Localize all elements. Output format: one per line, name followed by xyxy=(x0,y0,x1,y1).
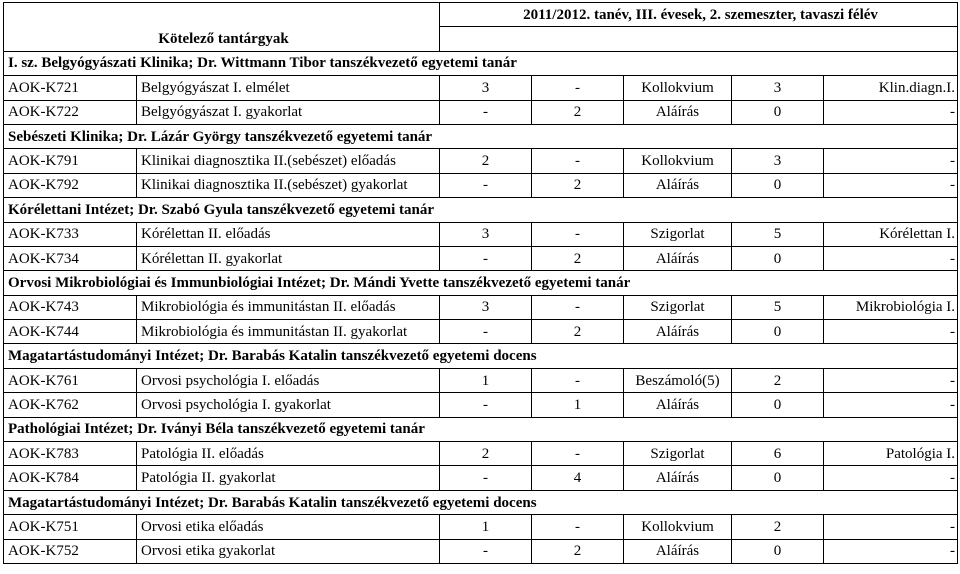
exam-type: Aláírás xyxy=(624,466,732,490)
lecture-hours: 1 xyxy=(440,368,532,392)
course-name: Klinikai diagnosztika II.(sebészet) előadás xyxy=(137,149,440,173)
course-row xyxy=(4,76,958,100)
credit-value: 3 xyxy=(732,149,824,173)
prerequisite: Patológia I. xyxy=(824,442,958,466)
practice-hours: 2 xyxy=(532,100,624,124)
course-row xyxy=(4,222,958,246)
lecture-hours: - xyxy=(440,100,532,124)
credit-value: 0 xyxy=(732,246,824,270)
course-code: AOK-K733 xyxy=(4,222,137,246)
prerequisite: - xyxy=(824,100,958,124)
course-row xyxy=(4,320,958,344)
exam-type: Szigorlat xyxy=(624,442,732,466)
header-blank-cell xyxy=(4,3,440,27)
course-row xyxy=(4,173,958,197)
course-row xyxy=(4,515,958,539)
course-name: Kórélettan II. gyakorlat xyxy=(137,246,440,270)
credit-value: 6 xyxy=(732,442,824,466)
department-heading: I. sz. Belgyógyászati Klinika; Dr. Wittmann Tibor tanszékvezető egyetemi tanár xyxy=(4,51,958,75)
exam-type: Aláírás xyxy=(624,246,732,270)
lecture-hours: - xyxy=(440,466,532,490)
course-code: AOK-K792 xyxy=(4,173,137,197)
credit-value: 0 xyxy=(732,100,824,124)
exam-type: Beszámoló(5) xyxy=(624,368,732,392)
credit-value: 2 xyxy=(732,515,824,539)
course-name: Klinikai diagnosztika II.(sebészet) gyakorlat xyxy=(137,173,440,197)
credit-value: 3 xyxy=(732,76,824,100)
course-row xyxy=(4,442,958,466)
course-code: AOK-K751 xyxy=(4,515,137,539)
lecture-hours: - xyxy=(440,173,532,197)
course-name: Patológia II. előadás xyxy=(137,442,440,466)
course-code: AOK-K743 xyxy=(4,295,137,319)
department-row xyxy=(4,51,958,75)
prerequisite: Klin.diagn.I. xyxy=(824,76,958,100)
course-code: AOK-K784 xyxy=(4,466,137,490)
course-name: Orvosi etika előadás xyxy=(137,515,440,539)
department-heading: Kórélettani Intézet; Dr. Szabó Gyula tanszékvezető egyetemi tanár xyxy=(4,198,958,222)
prerequisite: - xyxy=(824,539,958,563)
mandatory-subjects-label: Kötelező tantárgyak xyxy=(4,27,440,51)
lecture-hours: 3 xyxy=(440,76,532,100)
prerequisite: - xyxy=(824,515,958,539)
exam-type: Szigorlat xyxy=(624,295,732,319)
course-code: AOK-K734 xyxy=(4,246,137,270)
prerequisite: - xyxy=(824,466,958,490)
practice-hours: - xyxy=(532,222,624,246)
department-row xyxy=(4,271,958,295)
lecture-hours: 1 xyxy=(440,515,532,539)
practice-hours: 2 xyxy=(532,320,624,344)
practice-hours: 4 xyxy=(532,466,624,490)
prerequisite: Mikrobiológia I. xyxy=(824,295,958,319)
prerequisite: - xyxy=(824,368,958,392)
lecture-hours: 3 xyxy=(440,295,532,319)
prerequisite: - xyxy=(824,246,958,270)
prerequisite: - xyxy=(824,393,958,417)
exam-type: Kollokvium xyxy=(624,76,732,100)
exam-type: Kollokvium xyxy=(624,515,732,539)
practice-hours: - xyxy=(532,442,624,466)
exam-type: Aláírás xyxy=(624,539,732,563)
department-row xyxy=(4,344,958,368)
course-row xyxy=(4,246,958,270)
department-heading: Magatartástudományi Intézet; Dr. Barabás Katalin tanszékvezető egyetemi docens xyxy=(4,344,958,368)
exam-type: Aláírás xyxy=(624,393,732,417)
practice-hours: 2 xyxy=(532,539,624,563)
course-row xyxy=(4,539,958,563)
course-code: AOK-K761 xyxy=(4,368,137,392)
course-name: Mikrobiológia és immunitástan II. gyakorlat xyxy=(137,320,440,344)
credit-value: 0 xyxy=(732,320,824,344)
course-name: Belgyógyászat I. gyakorlat xyxy=(137,100,440,124)
exam-type: Aláírás xyxy=(624,173,732,197)
course-code: AOK-K762 xyxy=(4,393,137,417)
course-name: Patológia II. gyakorlat xyxy=(137,466,440,490)
lecture-hours: - xyxy=(440,539,532,563)
practice-hours: - xyxy=(532,515,624,539)
course-name: Orvosi etika gyakorlat xyxy=(137,539,440,563)
credit-value: 0 xyxy=(732,393,824,417)
lecture-hours: - xyxy=(440,393,532,417)
exam-type: Szigorlat xyxy=(624,222,732,246)
department-heading: Sebészeti Klinika; Dr. Lázár György tanszékvezető egyetemi tanár xyxy=(4,124,958,148)
course-row xyxy=(4,149,958,173)
curriculum-table xyxy=(3,2,958,564)
prerequisite: - xyxy=(824,173,958,197)
course-code: AOK-K752 xyxy=(4,539,137,563)
department-row xyxy=(4,198,958,222)
course-code: AOK-K744 xyxy=(4,320,137,344)
lecture-hours: 3 xyxy=(440,222,532,246)
practice-hours: - xyxy=(532,368,624,392)
course-name: Orvosi psychológia I. előadás xyxy=(137,368,440,392)
course-name: Orvosi psychológia I. gyakorlat xyxy=(137,393,440,417)
practice-hours: - xyxy=(532,295,624,319)
prerequisite: Kórélettan I. xyxy=(824,222,958,246)
practice-hours: 2 xyxy=(532,173,624,197)
credit-value: 5 xyxy=(732,295,824,319)
department-row xyxy=(4,124,958,148)
course-name: Kórélettan II. előadás xyxy=(137,222,440,246)
course-row xyxy=(4,466,958,490)
credit-value: 5 xyxy=(732,222,824,246)
department-heading: Pathológiai Intézet; Dr. Iványi Béla tanszékvezető egyetemi tanár xyxy=(4,417,958,441)
credit-value: 0 xyxy=(732,173,824,197)
department-heading: Magatartástudományi Intézet; Dr. Barabás Katalin tanszékvezető egyetemi docens xyxy=(4,490,958,514)
department-heading: Orvosi Mikrobiológiai és Immunbiológiai Intézet; Dr. Mándi Yvette tanszékvezető egyetemi tanár xyxy=(4,271,958,295)
course-row xyxy=(4,393,958,417)
practice-hours: 2 xyxy=(532,246,624,270)
header-row-semester xyxy=(4,3,958,27)
prerequisite: - xyxy=(824,320,958,344)
header-row-mandatory xyxy=(4,27,958,51)
lecture-hours: - xyxy=(440,320,532,344)
course-code: AOK-K722 xyxy=(4,100,137,124)
prerequisite: - xyxy=(824,149,958,173)
course-name: Mikrobiológia és immunitástan II. előadás xyxy=(137,295,440,319)
department-row xyxy=(4,490,958,514)
course-code: AOK-K791 xyxy=(4,149,137,173)
credit-value: 0 xyxy=(732,466,824,490)
semester-title: 2011/2012. tanév, III. évesek, 2. szemeszter, tavaszi félév xyxy=(440,3,958,27)
lecture-hours: 2 xyxy=(440,442,532,466)
exam-type: Aláírás xyxy=(624,320,732,344)
course-code: AOK-K783 xyxy=(4,442,137,466)
exam-type: Aláírás xyxy=(624,100,732,124)
practice-hours: - xyxy=(532,76,624,100)
practice-hours: 1 xyxy=(532,393,624,417)
course-row xyxy=(4,295,958,319)
credit-value: 0 xyxy=(732,539,824,563)
course-code: AOK-K721 xyxy=(4,76,137,100)
header-empty-cell xyxy=(440,27,958,51)
lecture-hours: - xyxy=(440,246,532,270)
course-row xyxy=(4,100,958,124)
department-row xyxy=(4,417,958,441)
exam-type: Kollokvium xyxy=(624,149,732,173)
credit-value: 2 xyxy=(732,368,824,392)
practice-hours: - xyxy=(532,149,624,173)
course-name: Belgyógyászat I. elmélet xyxy=(137,76,440,100)
lecture-hours: 2 xyxy=(440,149,532,173)
course-row xyxy=(4,368,958,392)
